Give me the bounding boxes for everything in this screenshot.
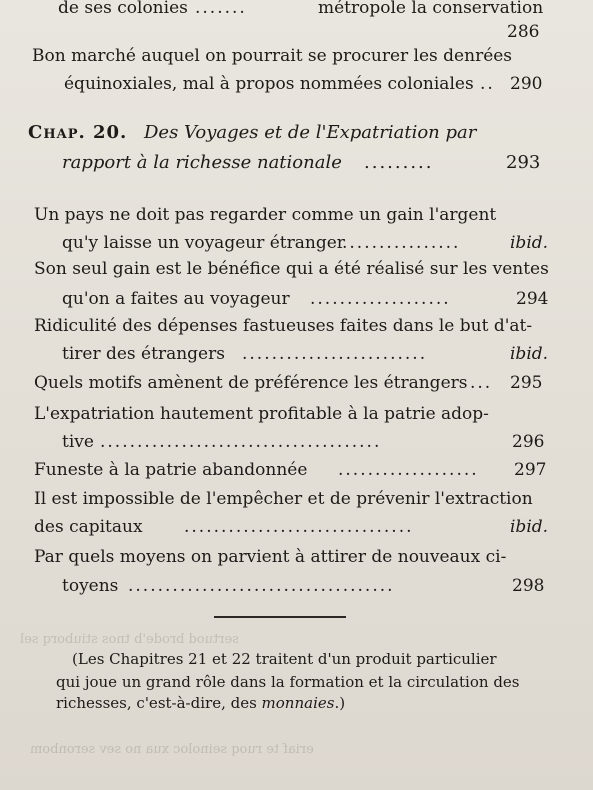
- entry-text: de ses colonies: [58, 0, 188, 18]
- leader-dots: ....................................: [128, 576, 395, 596]
- entry-text: Par quels moyens on parvient à attirer de nouveaux ci-: [34, 547, 507, 567]
- leader-dots: ...............................: [184, 517, 414, 537]
- bleed-through-text: sertuod brode'b tnos stiuborq sel: [20, 632, 239, 647]
- chapter-title: Des Voyages et de l'Expatriation par: [144, 122, 477, 143]
- entry-text: L'expatriation hautement profitable à la patrie adop-: [34, 404, 489, 424]
- entry-text: qu'y laisse un voyageur étranger: [62, 233, 345, 253]
- leader-dots: ...: [470, 373, 493, 393]
- page-number: 293: [506, 152, 541, 173]
- footnote-emphasis: monnaies: [261, 694, 335, 712]
- leader-dots: ..: [480, 74, 495, 94]
- leader-dots: ................: [342, 233, 461, 253]
- page-number: 295: [510, 373, 543, 393]
- page-number: 294: [516, 289, 549, 309]
- page-number: 298: [512, 576, 545, 596]
- entry-text: Bon marché auquel on pourrait se procurer les denrées: [32, 46, 513, 66]
- page-number: ibid.: [510, 233, 549, 253]
- entry-text: toyens: [62, 576, 119, 596]
- leader-dots: ......................................: [100, 432, 382, 452]
- footnote-text: qui joue un grand rôle dans la formation et la circulation des: [56, 673, 520, 691]
- entry-text: Il est impossible de l'empêcher et de prévenir l'extraction: [34, 489, 533, 509]
- bleed-through-text: eriaf te ruoq seinoloc xua no sev seronbom: [30, 742, 314, 757]
- entry-text: tirer des étrangers: [62, 344, 225, 364]
- page-number: ibid.: [510, 517, 549, 537]
- entry-text: Son seul gain est le bénéfice qui a été réalisé sur les ventes: [34, 259, 549, 279]
- leader-dots: .......: [195, 0, 247, 18]
- footnote-text: richesses, c'est-à-dire, des: [56, 694, 262, 712]
- entry-text: qu'on a faites au voyageur: [62, 289, 290, 309]
- entry-text: Funeste à la patrie abandonnée: [34, 460, 308, 480]
- page-number: 296: [512, 432, 545, 452]
- leader-dots: .........................: [242, 344, 428, 364]
- section-divider: [214, 616, 346, 618]
- page-number: 297: [514, 460, 547, 480]
- footnote-text: (Les Chapitres 21 et 22 traitent d'un produit particulier: [72, 650, 497, 668]
- chapter-label: Chap. 20.: [28, 122, 128, 143]
- chapter-title: rapport à la richesse nationale: [62, 152, 342, 173]
- entry-text: équinoxiales, mal à propos nommées coloniales: [64, 74, 474, 94]
- leader-dots: ...................: [310, 289, 451, 309]
- entry-text: tive: [62, 432, 94, 452]
- footnote-text: .): [334, 694, 346, 712]
- entry-text: Quels motifs amènent de préférence les étrangers: [34, 373, 468, 393]
- entry-text: Ridiculité des dépenses fastueuses faites dans le but d'at-: [34, 316, 533, 336]
- entry-text: des capitaux: [34, 517, 143, 537]
- entry-text-right: métropole la conservation: [318, 0, 544, 18]
- page-number: ibid.: [510, 344, 549, 364]
- page-number: 286: [507, 22, 540, 42]
- entry-text: Un pays ne doit pas regarder comme un gain l'argent: [34, 205, 497, 225]
- leader-dots: .........: [364, 152, 434, 173]
- footnote-text-line3: [56, 694, 345, 712]
- page-number: 290: [510, 74, 543, 94]
- leader-dots: ...................: [338, 460, 479, 480]
